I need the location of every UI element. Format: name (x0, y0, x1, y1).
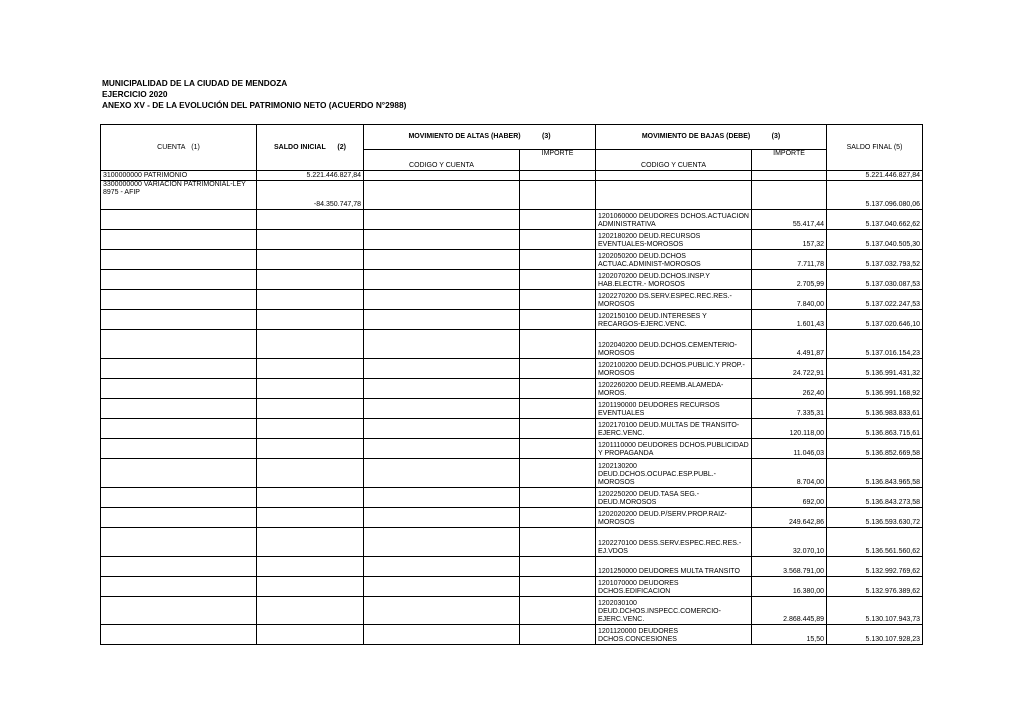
col-header-bajas-codigo: CODIGO Y CUENTA (596, 150, 752, 171)
cell-alta-importe (520, 171, 596, 181)
cell-cuenta (101, 508, 257, 528)
col-header-bajas-importe: IMPORTE (752, 150, 827, 171)
cell-alta-codigo (364, 419, 520, 439)
cell-saldo-inicial (257, 508, 364, 528)
header-municipality: MUNICIPALIDAD DE LA CIUDAD DE MENDOZA (102, 78, 288, 88)
cell-saldo-final: 5.136.863.715,61 (827, 419, 923, 439)
cell-alta-importe (520, 210, 596, 230)
cell-cuenta (101, 359, 257, 379)
cell-saldo-final: 5.136.991.168,92 (827, 379, 923, 399)
table-row (101, 459, 923, 488)
cell-alta-importe (520, 419, 596, 439)
cell-alta-codigo (364, 439, 520, 459)
cell-saldo-final: 5.136.561.560,62 (827, 528, 923, 557)
cell-saldo-inicial: 5.221.446.827,84 (257, 171, 364, 181)
cell-saldo-final: 5.137.016.154,23 (827, 330, 923, 359)
cell-alta-importe (520, 488, 596, 508)
cell-alta-codigo (364, 250, 520, 270)
cell-alta-importe (520, 508, 596, 528)
table-row (101, 250, 923, 270)
table-row (101, 399, 923, 419)
cell-baja-codigo: 1201190000 DEUDORES RECURSOS EVENTUALES (596, 399, 752, 419)
cell-alta-codigo (364, 528, 520, 557)
table-row (101, 171, 923, 181)
table-row (101, 557, 923, 577)
cell-saldo-inicial (257, 577, 364, 597)
cell-saldo-final: 5.136.852.669,58 (827, 439, 923, 459)
cell-alta-importe (520, 528, 596, 557)
cell-cuenta: 3100000000 PATRIMONIO (101, 171, 257, 181)
cell-baja-codigo: 1201250000 DEUDORES MULTA TRANSITO (596, 557, 752, 577)
cell-baja-codigo: 1201060000 DEUDORES DCHOS.ACTUACION ADMINISTRATIVA (596, 210, 752, 230)
col-header-bajas: MOVIMIENTO DE BAJAS (DEBE) (3) (596, 125, 827, 150)
cell-alta-codigo (364, 230, 520, 250)
cell-saldo-final: 5.137.030.087,53 (827, 270, 923, 290)
cell-baja-importe (752, 181, 827, 210)
cell-baja-importe: 157,32 (752, 230, 827, 250)
cell-baja-codigo: 1202040200 DEUD.DCHOS.CEMENTERIO-MOROSOS (596, 330, 752, 359)
cell-saldo-final: 5.137.040.662,62 (827, 210, 923, 230)
table-row (101, 210, 923, 230)
cell-baja-codigo (596, 181, 752, 210)
cell-saldo-final: 5.137.032.793,52 (827, 250, 923, 270)
cell-baja-importe: 2.868.445,89 (752, 597, 827, 625)
cell-baja-codigo: 1202070200 DEUD.DCHOS.INSP.Y HAB.ELECTR.- MOROSOS (596, 270, 752, 290)
cell-baja-importe: 262,40 (752, 379, 827, 399)
cell-cuenta (101, 399, 257, 419)
cell-saldo-final: 5.137.022.247,53 (827, 290, 923, 310)
cell-baja-codigo: 1202270100 DESS.SERV.ESPEC.REC.RES.-EJ.VDOS (596, 528, 752, 557)
table-row (101, 508, 923, 528)
table-row (101, 181, 923, 210)
header-annex-title: ANEXO XV - DE LA EVOLUCIÓN DEL PATRIMONIO NETO (ACUERDO N°2988) (102, 100, 407, 110)
cell-cuenta (101, 310, 257, 330)
cell-saldo-final: 5.136.991.431,32 (827, 359, 923, 379)
equity-evolution-table (100, 124, 923, 645)
cell-cuenta: 3300000000 VARIACION PATRIMONIAL-LEY 8975 - AFIP (101, 181, 257, 210)
cell-saldo-final: 5.130.107.943,73 (827, 597, 923, 625)
cell-cuenta (101, 230, 257, 250)
cell-baja-codigo: 1202180200 DEUD.RECURSOS EVENTUALES-MOROSOS (596, 230, 752, 250)
cell-alta-importe (520, 399, 596, 419)
cell-baja-importe: 1.601,43 (752, 310, 827, 330)
cell-baja-importe: 4.491,87 (752, 330, 827, 359)
cell-alta-importe (520, 310, 596, 330)
cell-baja-codigo: 1202270200 DS.SERV.ESPEC.REC.RES.-MOROSOS (596, 290, 752, 310)
cell-cuenta (101, 290, 257, 310)
cell-baja-importe: 2.705,99 (752, 270, 827, 290)
col-header-saldo-final: SALDO FINAL (5) (827, 125, 923, 171)
cell-alta-codigo (364, 597, 520, 625)
cell-cuenta (101, 577, 257, 597)
cell-alta-codigo (364, 625, 520, 645)
col-header-saldo-inicial: SALDO INICIAL (2) (257, 125, 364, 171)
cell-alta-importe (520, 459, 596, 488)
cell-cuenta (101, 330, 257, 359)
cell-baja-codigo: 1202020200 DEUD.P/SERV.PROP.RAIZ-MOROSOS (596, 508, 752, 528)
cell-baja-codigo: 1202250200 DEUD.TASA SEG.-DEUD.MOROSOS (596, 488, 752, 508)
cell-saldo-inicial: -84.350.747,78 (257, 181, 364, 210)
cell-saldo-final: 5.136.983.833,61 (827, 399, 923, 419)
cell-alta-codigo (364, 577, 520, 597)
cell-baja-importe (752, 171, 827, 181)
cell-saldo-final: 5.221.446.827,84 (827, 171, 923, 181)
table-row (101, 330, 923, 359)
cell-baja-codigo: 1202050200 DEUD.DCHOS ACTUAC.ADMINIST-MOROSOS (596, 250, 752, 270)
cell-saldo-final: 5.137.040.505,30 (827, 230, 923, 250)
table-row (101, 597, 923, 625)
cell-alta-codigo (364, 290, 520, 310)
cell-saldo-inicial (257, 250, 364, 270)
cell-alta-importe (520, 379, 596, 399)
cell-baja-importe: 8.704,00 (752, 459, 827, 488)
cell-alta-codigo (364, 488, 520, 508)
cell-alta-importe (520, 270, 596, 290)
cell-alta-importe (520, 250, 596, 270)
cell-alta-importe (520, 290, 596, 310)
cell-alta-importe (520, 330, 596, 359)
col-header-altas-importe: IMPORTE (520, 150, 596, 171)
cell-saldo-inicial (257, 625, 364, 645)
cell-cuenta (101, 250, 257, 270)
cell-baja-codigo: 1202030100 DEUD.DCHOS.INSPECC.COMERCIO-EJERC.VENC. (596, 597, 752, 625)
table-row (101, 419, 923, 439)
table-row (101, 230, 923, 250)
cell-alta-codigo (364, 171, 520, 181)
cell-baja-importe: 120.118,00 (752, 419, 827, 439)
cell-saldo-inicial (257, 210, 364, 230)
cell-saldo-inicial (257, 399, 364, 419)
cell-alta-importe (520, 230, 596, 250)
cell-saldo-inicial (257, 310, 364, 330)
cell-saldo-inicial (257, 597, 364, 625)
cell-baja-codigo: 1202130200 DEUD.DCHOS.OCUPAC.ESP.PUBL.-MOROSOS (596, 459, 752, 488)
table-row (101, 528, 923, 557)
table-body (101, 171, 923, 645)
cell-baja-importe: 15,50 (752, 625, 827, 645)
cell-saldo-inicial (257, 488, 364, 508)
cell-alta-codigo (364, 330, 520, 359)
cell-saldo-final: 5.136.843.273,58 (827, 488, 923, 508)
cell-baja-codigo: 1202150100 DEUD.INTERESES Y RECARGOS-EJERC.VENC. (596, 310, 752, 330)
cell-baja-importe: 32.070,10 (752, 528, 827, 557)
cell-alta-codigo (364, 508, 520, 528)
table-row (101, 270, 923, 290)
cell-saldo-inicial (257, 330, 364, 359)
table-row (101, 359, 923, 379)
cell-saldo-inicial (257, 419, 364, 439)
cell-alta-codigo (364, 359, 520, 379)
cell-saldo-final: 5.136.843.965,58 (827, 459, 923, 488)
cell-saldo-final: 5.136.593.630,72 (827, 508, 923, 528)
col-header-cuenta: CUENTA (1) (101, 125, 257, 171)
cell-saldo-inicial (257, 290, 364, 310)
cell-baja-codigo (596, 171, 752, 181)
cell-saldo-inicial (257, 459, 364, 488)
cell-cuenta (101, 270, 257, 290)
cell-baja-codigo: 1202100200 DEUD.DCHOS.PUBLIC.Y PROP.- MOROSOS (596, 359, 752, 379)
cell-cuenta (101, 488, 257, 508)
document-header (102, 78, 406, 111)
cell-baja-importe: 7.335,31 (752, 399, 827, 419)
cell-baja-importe: 692,00 (752, 488, 827, 508)
cell-baja-importe: 55.417,44 (752, 210, 827, 230)
cell-baja-codigo: 1201110000 DEUDORES DCHOS.PUBLICIDAD Y PROPAGANDA (596, 439, 752, 459)
cell-baja-importe: 7.840,00 (752, 290, 827, 310)
cell-baja-codigo: 1202260200 DEUD.REEMB.ALAMEDA-MOROS. (596, 379, 752, 399)
cell-alta-importe (520, 577, 596, 597)
cell-saldo-inicial (257, 528, 364, 557)
col-header-altas-codigo: CODIGO Y CUENTA (364, 150, 520, 171)
cell-alta-codigo (364, 310, 520, 330)
cell-cuenta (101, 597, 257, 625)
cell-alta-importe (520, 597, 596, 625)
cell-baja-importe: 16.380,00 (752, 577, 827, 597)
cell-baja-importe: 24.722,91 (752, 359, 827, 379)
cell-saldo-inicial (257, 439, 364, 459)
cell-baja-importe: 249.642,86 (752, 508, 827, 528)
cell-cuenta (101, 439, 257, 459)
table-row (101, 379, 923, 399)
table-row (101, 439, 923, 459)
cell-alta-codigo (364, 210, 520, 230)
cell-alta-codigo (364, 399, 520, 419)
cell-saldo-final: 5.130.107.928,23 (827, 625, 923, 645)
cell-saldo-final: 5.132.992.769,62 (827, 557, 923, 577)
cell-cuenta (101, 419, 257, 439)
cell-saldo-inicial (257, 359, 364, 379)
cell-baja-importe: 3.568.791,00 (752, 557, 827, 577)
cell-alta-codigo (364, 379, 520, 399)
cell-alta-importe (520, 359, 596, 379)
cell-alta-codigo (364, 557, 520, 577)
cell-cuenta (101, 210, 257, 230)
table-row (101, 310, 923, 330)
cell-alta-codigo (364, 181, 520, 210)
cell-baja-importe: 11.046,03 (752, 439, 827, 459)
col-header-altas: MOVIMIENTO DE ALTAS (HABER) (3) (364, 125, 596, 150)
cell-baja-codigo: 1201070000 DEUDORES DCHOS.EDIFICACION (596, 577, 752, 597)
table-row (101, 290, 923, 310)
cell-saldo-final: 5.137.020.646,10 (827, 310, 923, 330)
cell-baja-importe: 7.711,78 (752, 250, 827, 270)
table-row (101, 488, 923, 508)
cell-cuenta (101, 557, 257, 577)
table-row (101, 577, 923, 597)
cell-alta-importe (520, 625, 596, 645)
cell-alta-importe (520, 557, 596, 577)
cell-saldo-final: 5.137.096.080,06 (827, 181, 923, 210)
cell-alta-importe (520, 439, 596, 459)
cell-cuenta (101, 459, 257, 488)
cell-alta-codigo (364, 270, 520, 290)
cell-cuenta (101, 625, 257, 645)
cell-alta-codigo (364, 459, 520, 488)
cell-saldo-final: 5.132.976.389,62 (827, 577, 923, 597)
cell-alta-importe (520, 181, 596, 210)
cell-saldo-inicial (257, 270, 364, 290)
header-fiscal-year: EJERCICIO 2020 (102, 89, 168, 99)
cell-baja-codigo: 1202170100 DEUD.MULTAS DE TRANSITO-EJERC.VENC. (596, 419, 752, 439)
cell-cuenta (101, 528, 257, 557)
cell-saldo-inicial (257, 379, 364, 399)
cell-cuenta (101, 379, 257, 399)
cell-saldo-inicial (257, 557, 364, 577)
table-row (101, 625, 923, 645)
cell-baja-codigo: 1201120000 DEUDORES DCHOS.CONCESIONES (596, 625, 752, 645)
cell-saldo-inicial (257, 230, 364, 250)
